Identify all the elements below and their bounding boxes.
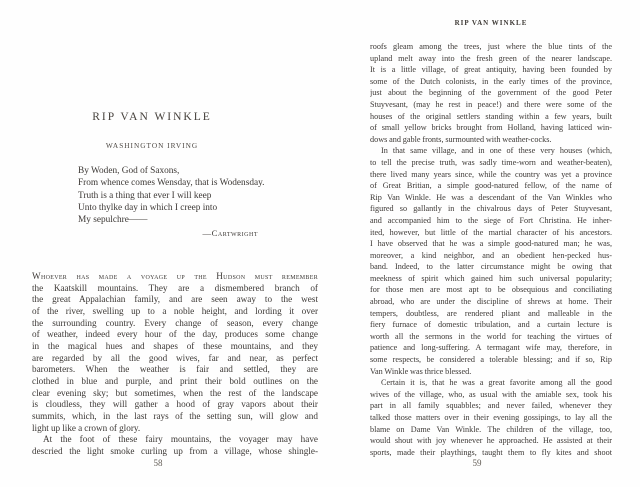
- text-line: summits, which, in the last rays of the setting sun, will glow and: [32, 410, 318, 421]
- left-page-body: [32, 271, 318, 458]
- right-page-number: 59: [472, 458, 482, 468]
- text-line: Van Winkle was thrice blessed.: [370, 366, 472, 376]
- text-line: At the foot of these fairy mountains, the voyager may have: [43, 434, 318, 445]
- text-line: descried the light smoke curling up from a village, whose shingle-: [32, 445, 318, 456]
- right-page-body: [370, 41, 612, 458]
- text-line: talked those matters over in their evening gossipings, to lay all the: [370, 413, 612, 422]
- text-line: I have observed that he was a simple good-natured man; he was,: [370, 239, 612, 249]
- paragraph: [370, 41, 612, 145]
- text-line: the surrounding country. Every change of season, every change: [32, 317, 318, 328]
- text-line: would shout with joy whenever he approached. He assisted at their: [370, 436, 612, 446]
- text-line: clothed in blue and purple, and print their bold outlines on the: [32, 375, 318, 386]
- text-line: light up like a crown of glory.: [32, 422, 141, 433]
- paragraph: [370, 377, 612, 458]
- text-line: Unto thylke day in which I creep into: [78, 202, 218, 213]
- text-line: the great Appalachian family, and are seen away to the west: [32, 294, 318, 305]
- text-line: to tell the precise truth, was sadly time-worn and weather-beaten),: [370, 157, 612, 167]
- epigraph: [78, 165, 298, 226]
- text-line: Rip Van Winkle. He was a descendant of the Van Winkles who: [370, 192, 612, 202]
- text-line: dows and gable fronts, surmounted with weather-cocks.: [370, 134, 552, 144]
- left-page-number: 58: [153, 458, 163, 468]
- text-line: worth all the sermons in the world for teaching the virtues of: [370, 331, 612, 341]
- text-line: roofs gleam among the trees, just where the blue tints of the: [370, 42, 612, 51]
- text-line: is cloudless, they will gather a hood of gray vapors about their: [32, 399, 318, 410]
- text-line: Certain it is, that he was a great favorite among all the good: [381, 378, 612, 388]
- text-line: for those men are most apt to be obsequious and conciliating: [370, 285, 612, 295]
- text-line: patience and long-suffering. A termagant wife may, therefore, in: [370, 343, 612, 353]
- text-line: of small yellow bricks brought from Holland, having latticed win-: [370, 123, 612, 133]
- text-line: part in all family squabbles; and never failed, whenever they: [370, 401, 612, 411]
- text-line: some respects, be considered a tolerable blessing; and if so, Rip: [370, 355, 612, 365]
- right-page: [370, 0, 612, 487]
- text-line: blame on Dame Van Winkle. The children of the village, too,: [370, 424, 612, 434]
- text-line: wives of the village, who, as usual with the amiable sex, took his: [370, 389, 612, 399]
- text-line: It is a little village, of great antiquity, having been founded by: [370, 65, 612, 75]
- text-line: abroad, who are under the discipline of shrews at home. Their: [370, 297, 612, 307]
- text-line: upland melt away into the fresh green of the nearer landscape.: [370, 53, 612, 63]
- paragraph: [32, 434, 318, 457]
- text-line: and accompanied him to the siege of Fort Christina. He inher-: [370, 215, 612, 225]
- text-line: fiery furnace of domestic tribulation, and a curtain lecture is: [370, 320, 612, 330]
- text-line: ited, however, but little of the martial character of his ancestors.: [370, 227, 612, 237]
- text-line: By Woden, God of Saxons,: [78, 166, 180, 176]
- text-line: moreover, a kind neighbor, and an obedient hen-pecked hus-: [370, 250, 612, 260]
- text-line: of weather, indeed every hour of the day, produces some change: [32, 329, 318, 340]
- chapter-author: WASHINGTON IRVING: [105, 141, 199, 150]
- text-line: My sepulchre——: [78, 215, 148, 226]
- text-line: tempers, doubtless, are rendered pliant and malleable in the: [370, 308, 612, 318]
- text-line: In that same village, and in one of these very houses (which,: [381, 146, 612, 156]
- text-line: the Kaatskill mountains. They are a dismembered branch of: [32, 282, 318, 293]
- text-line: band. Indeed, to the latter circumstance might be owing that: [370, 262, 612, 272]
- paragraph: [370, 145, 612, 377]
- text-line: are regarded by all the good wives, far and near, as perfect: [32, 352, 318, 363]
- text-line: of the river, swelling up to a noble height, and lording it over: [32, 305, 318, 316]
- text-line: Stuyvesant, (may he rest in peace!) and there were some of the: [370, 99, 612, 109]
- text-line: barometers. When the weather is fair and settled, they are: [32, 364, 318, 375]
- running-header: RIP VAN WINKLE: [454, 19, 528, 27]
- text-line: of Great Britian, a simple good-natured fellow, of the name of: [370, 181, 612, 191]
- text-line: clear evening sky; but sometimes, when the rest of the landscape: [32, 387, 318, 398]
- left-page: [32, 0, 318, 487]
- text-line: houses of the original settlers standing within a few years, built: [370, 111, 612, 121]
- text-line: sports, made their playthings, taught them to fly kites and shoot: [370, 447, 612, 457]
- epigraph-attribution: —Cartwright: [202, 228, 258, 238]
- text-line: Truth is a thing that ever I will keep: [78, 190, 212, 201]
- text-line: meekness of spirit which gained him such universal popularity;: [370, 273, 612, 283]
- text-line: Whoever has made a voyage up the Hudson must remember: [32, 271, 318, 281]
- text-line: figured so gallantly in the chivalrous days of Peter Stuyvesant,: [370, 204, 612, 214]
- text-line: in the magical hues and shapes of these mountains, and they: [32, 340, 318, 351]
- text-line: just about the beginning of the government of the good Peter: [370, 88, 612, 98]
- text-line: there lived many years since, while the country was yet a province: [370, 169, 612, 179]
- text-line: From whence comes Wensday, that is Wodensday.: [78, 178, 265, 189]
- paragraph: [32, 271, 318, 434]
- text-line: some of the Dutch colonists, in the early times of the province,: [370, 76, 612, 86]
- chapter-title: RIP VAN WINKLE: [92, 111, 212, 123]
